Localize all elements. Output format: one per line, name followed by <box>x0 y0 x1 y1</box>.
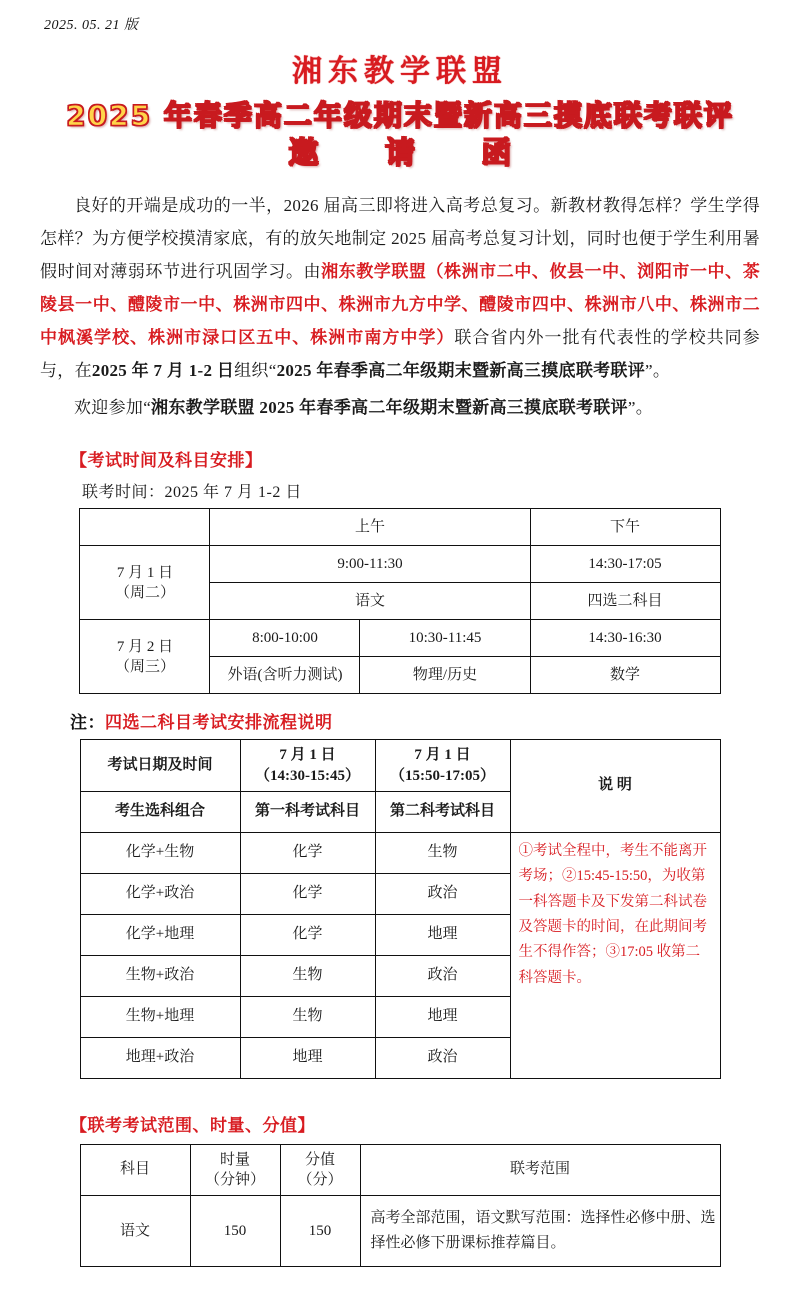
table-row <box>80 620 720 657</box>
document-title-band-line2: 邀 请 函 <box>288 136 540 171</box>
note-line-elective <box>40 708 760 733</box>
schedule-day2-time-2: 10:30-11:45 <box>360 620 530 657</box>
elective-combo: 化学+政治 <box>80 873 240 914</box>
elective-header-slot2-time: （15:50-17:05） <box>390 767 495 784</box>
welcome-text-a: 欢迎参加“ <box>74 398 152 418</box>
table-row <box>80 1196 720 1267</box>
section-heading-schedule: 【考试时间及科目安排】 <box>70 451 263 471</box>
schedule-day2-subject-3: 数学 <box>530 657 720 694</box>
schedule-header-afternoon: 下午 <box>530 509 720 546</box>
elective-first-subject: 化学 <box>240 914 375 955</box>
scope-header-duration <box>190 1144 280 1196</box>
elective-subheader-first: 第一科考试科目 <box>240 791 375 832</box>
scope-header-duration-unit: （分钟） <box>204 1172 265 1189</box>
elective-first-subject: 生物 <box>240 955 375 996</box>
elective-header-notes: 说 明 <box>510 740 720 833</box>
schedule-day2-time-3: 14:30-16:30 <box>530 620 720 657</box>
scope-range: 高考全部范围，语文默写范围：选择性必修中册、选择性必修下册课标推荐篇目。 <box>360 1196 720 1267</box>
scope-header-duration-label: 时量 <box>219 1151 250 1168</box>
table-row <box>80 509 720 546</box>
elective-second-subject: 政治 <box>375 1037 510 1078</box>
scope-subject: 语文 <box>80 1196 190 1267</box>
elective-header-slot2 <box>375 740 510 792</box>
welcome-text-c: ”。 <box>627 398 654 418</box>
welcome-paragraph <box>40 391 760 424</box>
elective-combo: 化学+地理 <box>80 914 240 955</box>
schedule-day1-afternoon-time: 14:30-17:05 <box>530 546 720 583</box>
elective-second-subject: 政治 <box>375 873 510 914</box>
section-heading-scope: 【联考考试范围、时量、分值】 <box>70 1115 315 1135</box>
elective-notes-text: ①考试全程中，考生不能离开考场；②15:45-15:50，为收第一科答题卡及下发第二科试卷及答题卡的时间，在此期间考生不得作答；③17:05 收第二科答题卡。 <box>510 832 720 1078</box>
scope-header-score-label: 分值 <box>304 1151 335 1168</box>
schedule-day2-subject-2: 物理/历史 <box>360 657 530 694</box>
schedule-table <box>79 508 720 694</box>
table-row <box>80 1144 720 1196</box>
scope-header-score <box>280 1144 360 1196</box>
elective-header-slot2-date: 7 月 1 日 <box>414 747 471 764</box>
scope-header-score-unit: （分） <box>297 1172 343 1189</box>
elective-second-subject: 生物 <box>375 832 510 873</box>
elective-header-slot1-date: 7 月 1 日 <box>279 747 336 764</box>
elective-combo: 生物+政治 <box>80 955 240 996</box>
intro-text-c: 组织“ <box>234 361 277 381</box>
schedule-day-2-date: 7 月 2 日 <box>116 638 174 655</box>
elective-first-subject: 化学 <box>240 873 375 914</box>
schedule-day-2-weekday: （周三） <box>114 658 175 675</box>
scope-table <box>80 1144 721 1268</box>
scope-header-subject: 科目 <box>80 1144 190 1196</box>
schedule-day2-time-1: 8:00-10:00 <box>210 620 360 657</box>
scope-duration: 150 <box>190 1196 280 1267</box>
schedule-day-1-date: 7 月 1 日 <box>116 564 174 581</box>
elective-combo: 生物+地理 <box>80 996 240 1037</box>
schedule-day1-afternoon-subject: 四选二科目 <box>530 583 720 620</box>
elective-combo: 地理+政治 <box>80 1037 240 1078</box>
version-stamp: 2025. 05. 21 版 <box>44 18 139 33</box>
schedule-day-1-weekday: （周二） <box>114 584 175 601</box>
schedule-corner-cell <box>80 509 210 546</box>
intro-text-b: 联合省内外一批有代表性的学校共同参与，在 <box>40 328 760 381</box>
schedule-day2-subject-1: 外语(含听力测试) <box>210 657 360 694</box>
elective-table <box>80 739 721 1079</box>
intro-paragraph <box>40 189 760 388</box>
table-row <box>80 832 720 873</box>
spacer <box>40 1083 760 1093</box>
schedule-header-morning: 上午 <box>210 509 530 546</box>
elective-header-slot1 <box>240 740 375 792</box>
intro-text-d: ”。 <box>645 361 671 381</box>
welcome-exam-name: 湘东教学联盟 2025 年春季高二年级期末暨新高三摸底联考联评 <box>151 398 628 418</box>
scope-score: 150 <box>280 1196 360 1267</box>
elective-combo: 化学+生物 <box>80 832 240 873</box>
schedule-day1-morning-subject: 语文 <box>210 583 530 620</box>
elective-second-subject: 地理 <box>375 914 510 955</box>
elective-header-slot1-time: （14:30-15:45） <box>255 767 360 784</box>
intro-exam-date: 2025 年 7 月 1-2 日 <box>91 361 235 381</box>
elective-subheader-combo: 考生选科组合 <box>80 791 240 832</box>
intro-text-a: 良好的开端是成功的一半，2026 届高三即将进入高考总复习。新教材教得怎样？学生学得怎样？为方便学校摸清家底，有的放矢地制定 2025 届高考总复习计划，同时也便于学生利用暑假时间对薄弱环节进行巩固学习。由 <box>40 195 760 281</box>
elective-first-subject: 生物 <box>240 996 375 1037</box>
elective-header-datetime: 考试日期及时间 <box>80 740 240 792</box>
intro-exam-name: 2025 年春季高二年级期末暨新高三摸底联考联评 <box>276 361 646 381</box>
intro-school-list: 湘东教学联盟（株洲市二中、攸县一中、浏阳市一中、茶陵县一中、醴陵市一中、株洲市四中、株洲市九方中学、醴陵市四中、株洲市八中、株洲市二中枫溪学校、株洲市渌口区五中、株洲市南方中学） <box>40 261 760 348</box>
scope-header-range: 联考范围 <box>360 1144 720 1196</box>
elective-first-subject: 化学 <box>240 832 375 873</box>
document-title-band-line1: 2025 年春季高二年级期末暨新高三摸底联考联评 <box>66 99 734 132</box>
elective-first-subject: 地理 <box>240 1037 375 1078</box>
table-row <box>80 546 720 583</box>
note-label: 注： <box>70 713 105 733</box>
elective-subheader-second: 第二科考试科目 <box>375 791 510 832</box>
table-row <box>80 740 720 792</box>
exam-date-line: 联考时间：2025 年 7 月 1-2 日 <box>82 484 302 502</box>
elective-second-subject: 地理 <box>375 996 510 1037</box>
note-red-text: 四选二科目考试安排流程说明 <box>105 713 333 733</box>
schedule-day-2 <box>80 620 210 694</box>
schedule-day1-morning-time: 9:00-11:30 <box>210 546 530 583</box>
schedule-day-1 <box>80 546 210 620</box>
document-title-main: 湘东教学联盟 <box>292 54 508 89</box>
elective-second-subject: 政治 <box>375 955 510 996</box>
